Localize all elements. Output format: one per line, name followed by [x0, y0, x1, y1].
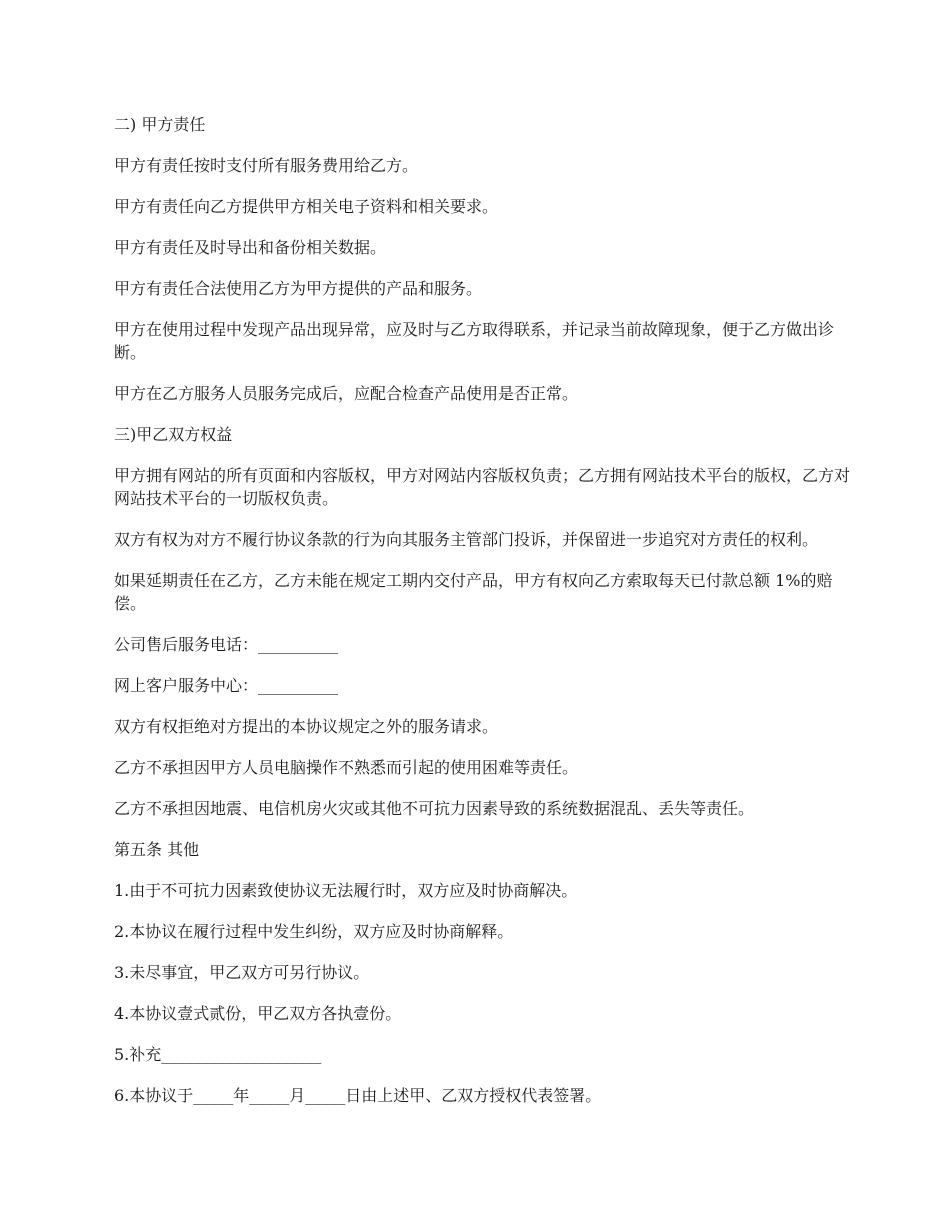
paragraph: 甲方有责任合法使用乙方为甲方提供的产品和服务。 — [114, 279, 483, 298]
paragraph: 甲方在使用过程中发现产品出现异常，应及时与乙方取得联系，并记录当前故障现象，便于乙方做出诊断。 — [114, 320, 835, 362]
section-heading-article-five: 第五条 其他 — [114, 840, 200, 859]
clause-item-supplement: 5.补充____________________ — [114, 1045, 322, 1064]
paragraph: 乙方不承担因甲方人员电脑操作不熟悉而引起的使用困难等责任。 — [114, 758, 579, 777]
clause-item: 4.本协议壹式贰份，甲乙双方各执壹份。 — [114, 1004, 402, 1023]
paragraph: 甲方拥有网站的所有页面和内容版权，甲方对网站内容版权负责；乙方拥有网站技术平台的版权，乙方对网站技术平台的一切版权负责。 — [114, 466, 851, 508]
clause-item: 3.未尽事宜，甲乙双方可另行协议。 — [114, 963, 370, 982]
paragraph: 甲方有责任向乙方提供甲方相关电子资料和相关要求。 — [114, 197, 499, 216]
paragraph: 如果延期责任在乙方，乙方未能在规定工期内交付产品，甲方有权向乙方索取每天已付款总额 1%的赔偿。 — [114, 571, 833, 613]
paragraph: 双方有权拒绝对方提出的本协议规定之外的服务请求。 — [114, 717, 499, 736]
service-phone-line: 公司售后服务电话：__________ — [114, 635, 339, 654]
paragraph: 甲方有责任及时导出和备份相关数据。 — [114, 238, 387, 257]
paragraph: 甲方有责任按时支付所有服务费用给乙方。 — [114, 156, 419, 175]
clause-item: 1.由于不可抗力因素致使协议无法履行时，双方应及时协商解决。 — [114, 881, 578, 900]
clause-item: 2.本协议在履行过程中发生纠纷，双方应及时协商解释。 — [114, 922, 514, 941]
paragraph: 双方有权为对方不履行协议条款的行为向其服务主管部门投诉，并保留进一步追究对方责任的权利。 — [114, 530, 819, 549]
online-service-center-line: 网上客户服务中心：__________ — [114, 676, 339, 695]
clause-item-signing-date: 6.本协议于_____年_____月_____日由上述甲、乙双方授权代表签署。 — [114, 1086, 602, 1105]
paragraph: 甲方在乙方服务人员服务完成后，应配合检查产品使用是否正常。 — [114, 384, 579, 403]
section-heading-party-a-duties: 二) 甲方责任 — [114, 115, 206, 134]
paragraph: 乙方不承担因地震、电信机房火灾或其他不可抗力因素导致的系统数据混乱、丢失等责任。 — [114, 799, 755, 818]
document-body — [114, 113, 854, 1125]
section-heading-mutual-rights: 三)甲乙双方权益 — [114, 425, 233, 444]
